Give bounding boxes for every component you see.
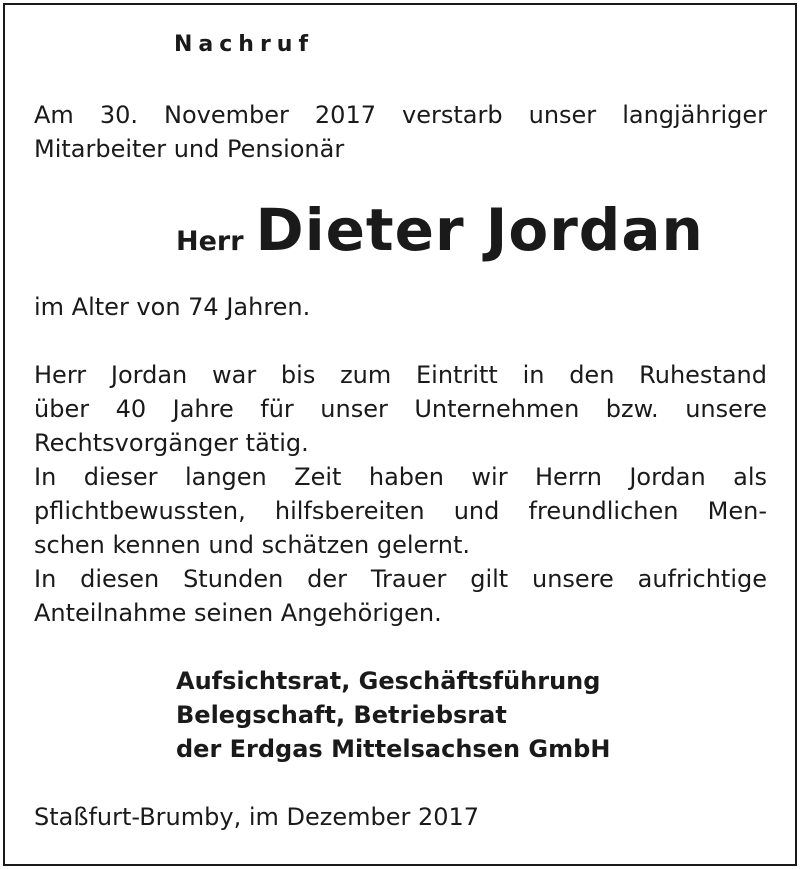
place-date: Staßfurt-Brumby, im Dezember 2017 [34,803,480,831]
intro-line-1: Am 30. November 2017 verstarb unser langjähriger [34,101,767,129]
deceased-name: Dieter Jordan [255,196,704,264]
signature-line: Belegschaft, Betriebsrat [176,701,507,729]
salutation: Herr [176,226,244,257]
body-line: schen kennen und schätzen gelernt. [34,531,470,559]
body-line: über 40 Jahre für unser Unternehmen bzw. unsere [34,395,767,423]
body-line: Rechtsvorgänger tätig. [34,429,309,457]
signature-line: der Erdgas Mittelsachsen GmbH [176,735,611,763]
body-line: In diesen Stunden der Trauer gilt unsere aufrichtige [34,565,767,593]
signature-line: Aufsichtsrat, Geschäftsführung [176,667,601,695]
body-line: Herr Jordan war bis zum Eintritt in den Ruhestand [34,361,767,389]
body-line: Anteilnahme seinen Angehörigen. [34,599,442,627]
intro-line-2: Mitarbeiter und Pensionär [34,135,345,163]
body-line: pflichtbewussten, hilfsbereiten und freundlichen Men- [34,497,767,525]
obituary-heading: Nachruf [174,32,315,57]
deceased-name-block [176,196,704,264]
body-line: In dieser langen Zeit haben wir Herrn Jordan als [34,463,767,491]
age-line: im Alter von 74 Jahren. [34,293,311,321]
